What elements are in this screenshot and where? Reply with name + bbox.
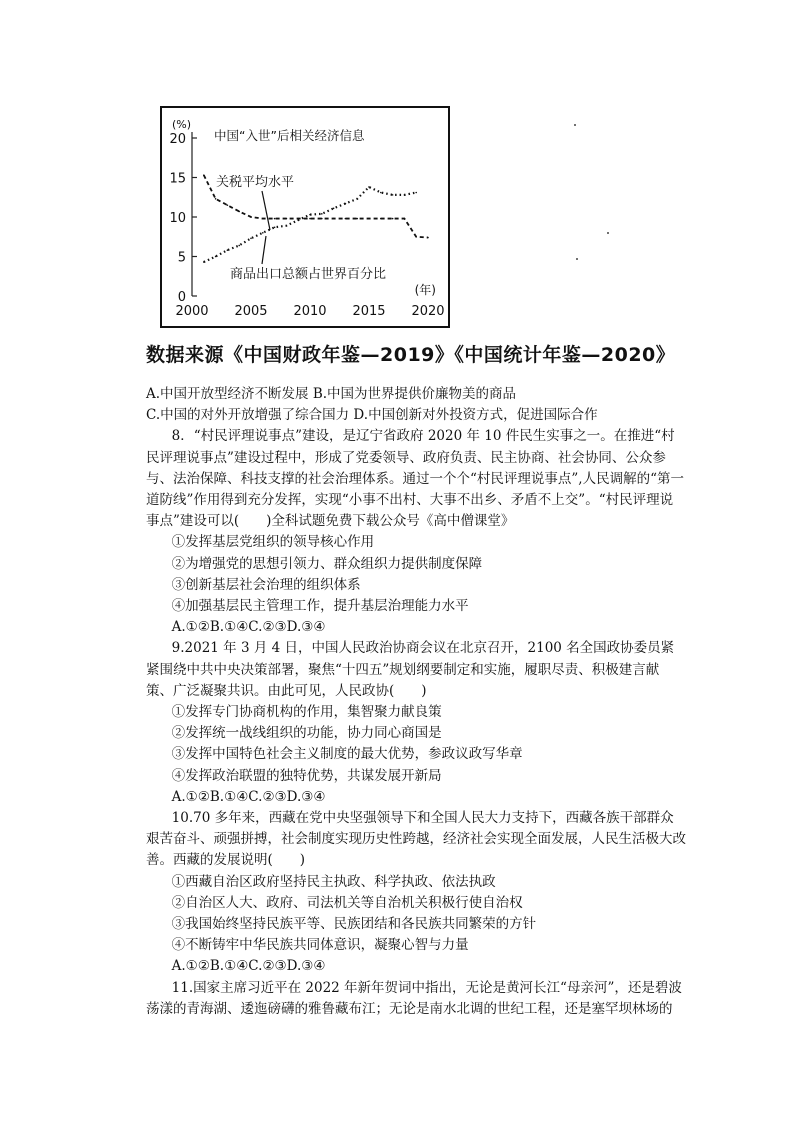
export-point [203,261,205,263]
tariff-point [203,174,205,176]
q9-item: ②发挥统一战线组织的功能，协力同心商国是 [171,725,442,742]
q10-stem: 10.70 多年来，西藏在党中央坚强领导下和全国人民大力支持下，西藏各族干部群众艰苦奋斗、顽强拼搏，社会制度实现历史性跨越，经济社会实现全面发展，人民生活极大改善。西藏的发展说明( ) [146,810,686,869]
tariff-point [345,218,347,220]
tariff-point [250,216,252,218]
x-tick-label: 2010 [293,304,327,319]
export-point [215,256,217,258]
q8-answer-choices: A.①②B.①④C.②③D.③④ [171,619,326,636]
tariff-point [380,218,382,220]
export-point [321,213,323,215]
q7-option-line: C.中国的对外开放增强了综合国力 D.中国创新对外投资方式，促进国际合作 [146,407,598,424]
series-label-export: 商品出口总额占世界百分比 [230,267,387,282]
export-point [356,198,358,200]
export-point [333,208,335,210]
q11-stem: 11.国家主席习近平在 2022 年新年贺词中指出，无论是黄河长江“母亲河”，还是碧波荡漾的青海湖、逶迤磅礴的雅鲁藏布江；无论是南水北调的世纪工程，还是塞罕坝林场的 [146,979,682,1017]
export-point [297,219,299,221]
tariff-point [427,237,429,239]
tariff-point [392,218,394,220]
question-text [146,384,686,1020]
x-tick-label: 2000 [175,304,209,319]
x-tick-label: 2015 [352,304,386,319]
tariff-point [356,218,358,220]
export-point [309,214,311,216]
q10-answer-choices: A.①②B.①④C.②③D.③④ [171,958,326,975]
q10-item: ②自治区人大、政府、司法机关等自治机关积极行使自治权 [171,894,523,911]
chart-title: 中国“入世”后相关经济信息 [214,128,365,143]
q10-item: ③我国始终坚持民族平等、民族团结和各民族共同繁荣的方针 [171,916,537,933]
q9-item: ③发挥中国特色社会主义制度的最大优势，参政议政写华章 [171,746,523,763]
y-tick-label: 10 [169,211,186,226]
series-label-tariff: 关税平均水平 [216,175,295,190]
tariff-point [215,198,217,200]
tariff-point [404,218,406,220]
scan-speck [607,232,609,234]
tariff-point [415,236,417,238]
q8-stem: 8．“村民评理说事点”建设，是辽宁省政府 2020 年 10 件民生实事之一。在推进“村民评理说事点”建设过程中，形成了党委领导、政府负责、民主协商、社会协同、公众参与、法治保障、科技支撑的社会治理体系。通过一个个“村民评理说事点”,人民调解的“第一道防线”作用得到充分发挥，实现“小事不出村、大事不出乡、矛盾不上交”。“村民评理说事点”建设可以( )全科试题免费下载公众号《高中僧课堂》 [146,428,684,530]
y-tick-label: 0 [177,290,186,305]
x-tick-label: 2005 [234,304,268,319]
tariff-point [274,218,276,220]
export-point [380,192,382,194]
y-tick-label: 20 [169,132,186,147]
series-line-export [204,187,416,262]
export-point [262,232,264,234]
tariff-leader-line [262,191,270,230]
tariff-point [309,218,311,220]
scan-speck [574,124,576,126]
economic-info-chart [162,108,448,326]
scan-speck [576,258,578,260]
export-point [238,245,240,247]
tariff-point [333,218,335,220]
q8-item: ③创新基层社会治理的组织体系 [171,576,361,593]
q10-item: ①西藏自治区政府坚持民主执政、科学执政、依法执政 [171,873,496,890]
q8-item: ②为增强党的思想引领力、群众组织力提供制度保障 [171,555,483,572]
q9-item: ①发挥专门协商机构的作用，集智聚力献良策 [171,704,442,721]
chart-frame [160,106,450,328]
chart-source-caption: 数据来源《中国财政年鉴—2019》《中国统计年鉴—2020》 [146,344,676,366]
export-point [227,249,229,251]
q10-item: ④不断铸牢中华民族共同体意识，凝聚心智与力量 [171,937,469,954]
y-axis-unit: (%) [172,118,192,131]
export-point [345,203,347,205]
tariff-point [321,218,323,220]
export-point [368,186,370,188]
tariff-point [227,204,229,206]
q9-answer-choices: A.①②B.①④C.②③D.③④ [171,788,326,805]
x-axis-unit: (年) [414,283,436,297]
export-point [392,194,394,196]
export-leader-line [262,236,266,264]
export-point [274,226,276,228]
x-tick-label: 2020 [411,304,445,319]
export-point [415,192,417,194]
tariff-point [238,211,240,213]
q9-item: ④发挥政治联盟的独特优势，共谋发展开新局 [171,767,442,784]
tariff-point [262,218,264,220]
export-point [286,225,288,227]
tariff-point [368,218,370,220]
q7-option-line: A.中国开放型经济不断发展 B.中国为世界提供价廉物美的商品 [146,386,517,402]
tariff-point [286,218,288,220]
q8-item: ①发挥基层党组织的领导核心作用 [171,534,375,551]
export-point [404,194,406,196]
q8-item: ④加强基层民主管理工作，提升基层治理能力水平 [171,598,469,615]
export-point [250,238,252,240]
y-tick-label: 15 [169,171,186,187]
q9-stem: 9.2021 年 3 月 4 日，中国人民政治协商会议在北京召开，2100 名全国政协委员紧紧围绕中共中央决策部署，聚焦“十四五”规划纲要制定和实施，履职尽责、积极建言献策、广泛凝聚共识。由此可见，人民政协( ) [146,640,675,699]
y-tick-label: 5 [177,250,186,266]
